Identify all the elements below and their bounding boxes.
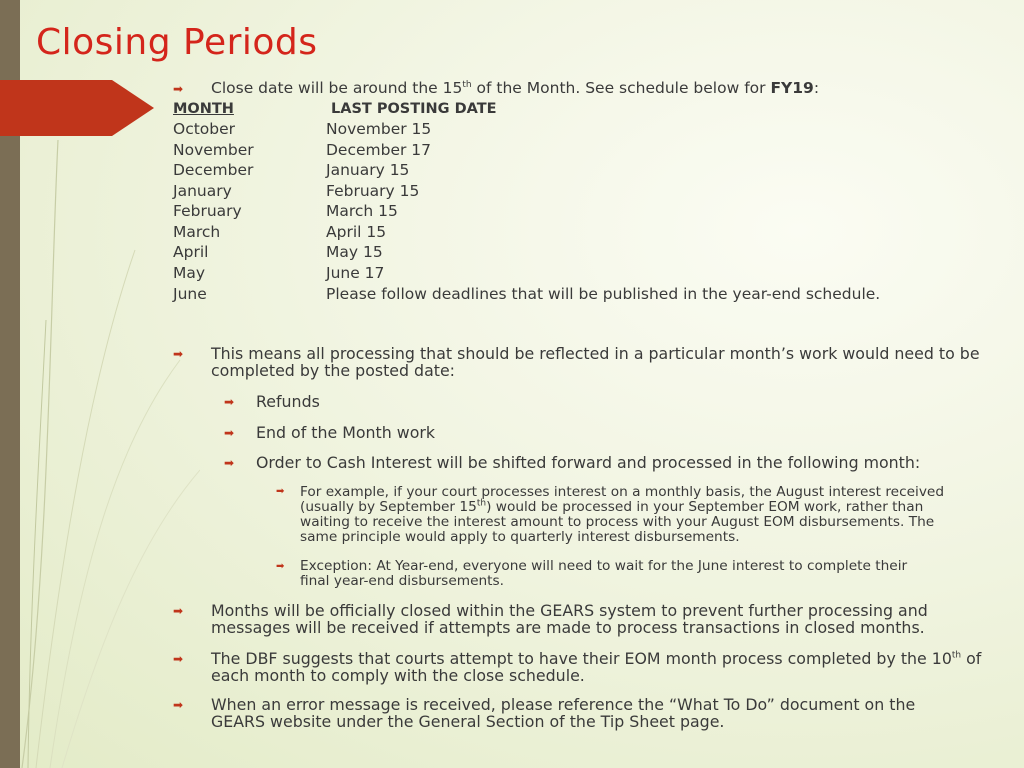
- row-date: February 15: [326, 182, 420, 200]
- header-month: MONTH: [173, 101, 234, 117]
- arrow-right-icon: ➡: [173, 347, 184, 361]
- exception-line-2: final year-end disbursements.: [300, 573, 505, 589]
- intro-text: Close date will be around the 15th of the Month. See schedule below for FY19:: [211, 79, 820, 97]
- row-month: April: [173, 243, 209, 261]
- header-last-posting-date: LAST POSTING DATE: [331, 101, 497, 117]
- row-date: March 15: [326, 202, 398, 220]
- arrow-right-icon: ➡: [173, 652, 184, 666]
- row-month: March: [173, 223, 221, 241]
- dbf-line-1: The DBF suggests that courts attempt to have their EOM month process completed by the 10th of: [211, 649, 982, 668]
- arrow-right-icon: ➡: [173, 82, 184, 96]
- example-line-2: (usually by September 15th) would be processed in your September EOM work, rather than: [300, 498, 924, 515]
- processing-line-1: This means all processing that should be reflected in a particular month’s work would need to be: [211, 344, 980, 363]
- exception-line-1: Exception: At Year-end, everyone will need to wait for the June interest to complete their: [300, 558, 908, 574]
- closed-line-2: messages will be received if attempts are made to process transactions in closed months.: [211, 618, 925, 637]
- row-month: November: [173, 141, 254, 159]
- arrow-right-icon: ➡: [224, 395, 235, 409]
- row-date: December 17: [326, 141, 432, 159]
- closed-line-1: Months will be officially closed within the GEARS system to prevent further processing and: [211, 601, 928, 620]
- example-line-3: waiting to receive the interest amount to process with your August EOM disbursements. The: [300, 514, 935, 530]
- example-line-4: same principle would apply to quarterly interest disbursements.: [300, 529, 740, 545]
- arrow-right-icon: ➡: [224, 426, 235, 440]
- row-month: May: [173, 264, 206, 282]
- eom-work-item: End of the Month work: [256, 423, 435, 442]
- error-line-1: When an error message is received, please reference the “What To Do” document on the: [211, 695, 916, 714]
- row-date: June 17: [326, 264, 385, 282]
- row-month: October: [173, 120, 236, 138]
- schedule-header-row: [173, 101, 497, 117]
- order-to-cash-item: Order to Cash Interest will be shifted forward and processed in the following month:: [256, 453, 921, 472]
- row-month: January: [173, 182, 232, 200]
- example-line-1: For example, if your court processes interest on a monthly basis, the August interest received: [300, 484, 945, 500]
- arrow-right-icon: ➡: [276, 486, 285, 497]
- arrow-right-icon: ➡: [224, 456, 235, 470]
- arrow-right-icon: ➡: [276, 561, 285, 572]
- row-month: February: [173, 202, 242, 220]
- arrow-right-icon: ➡: [173, 698, 184, 712]
- row-date: Please follow deadlines that will be published in the year-end schedule.: [326, 285, 881, 303]
- row-month: December: [173, 161, 254, 179]
- row-month: June: [173, 285, 207, 303]
- processing-line-2: completed by the posted date:: [211, 361, 456, 380]
- row-date: April 15: [326, 223, 387, 241]
- row-date: January 15: [326, 161, 410, 179]
- row-date: May 15: [326, 243, 383, 261]
- page-title: Closing Periods: [36, 22, 318, 63]
- dbf-line-2: each month to comply with the close schedule.: [211, 666, 585, 685]
- refunds-item: Refunds: [256, 392, 320, 411]
- arrow-right-icon: ➡: [173, 604, 184, 618]
- row-date: November 15: [326, 120, 432, 138]
- error-line-2: GEARS website under the General Section of the Tip Sheet page.: [211, 712, 725, 731]
